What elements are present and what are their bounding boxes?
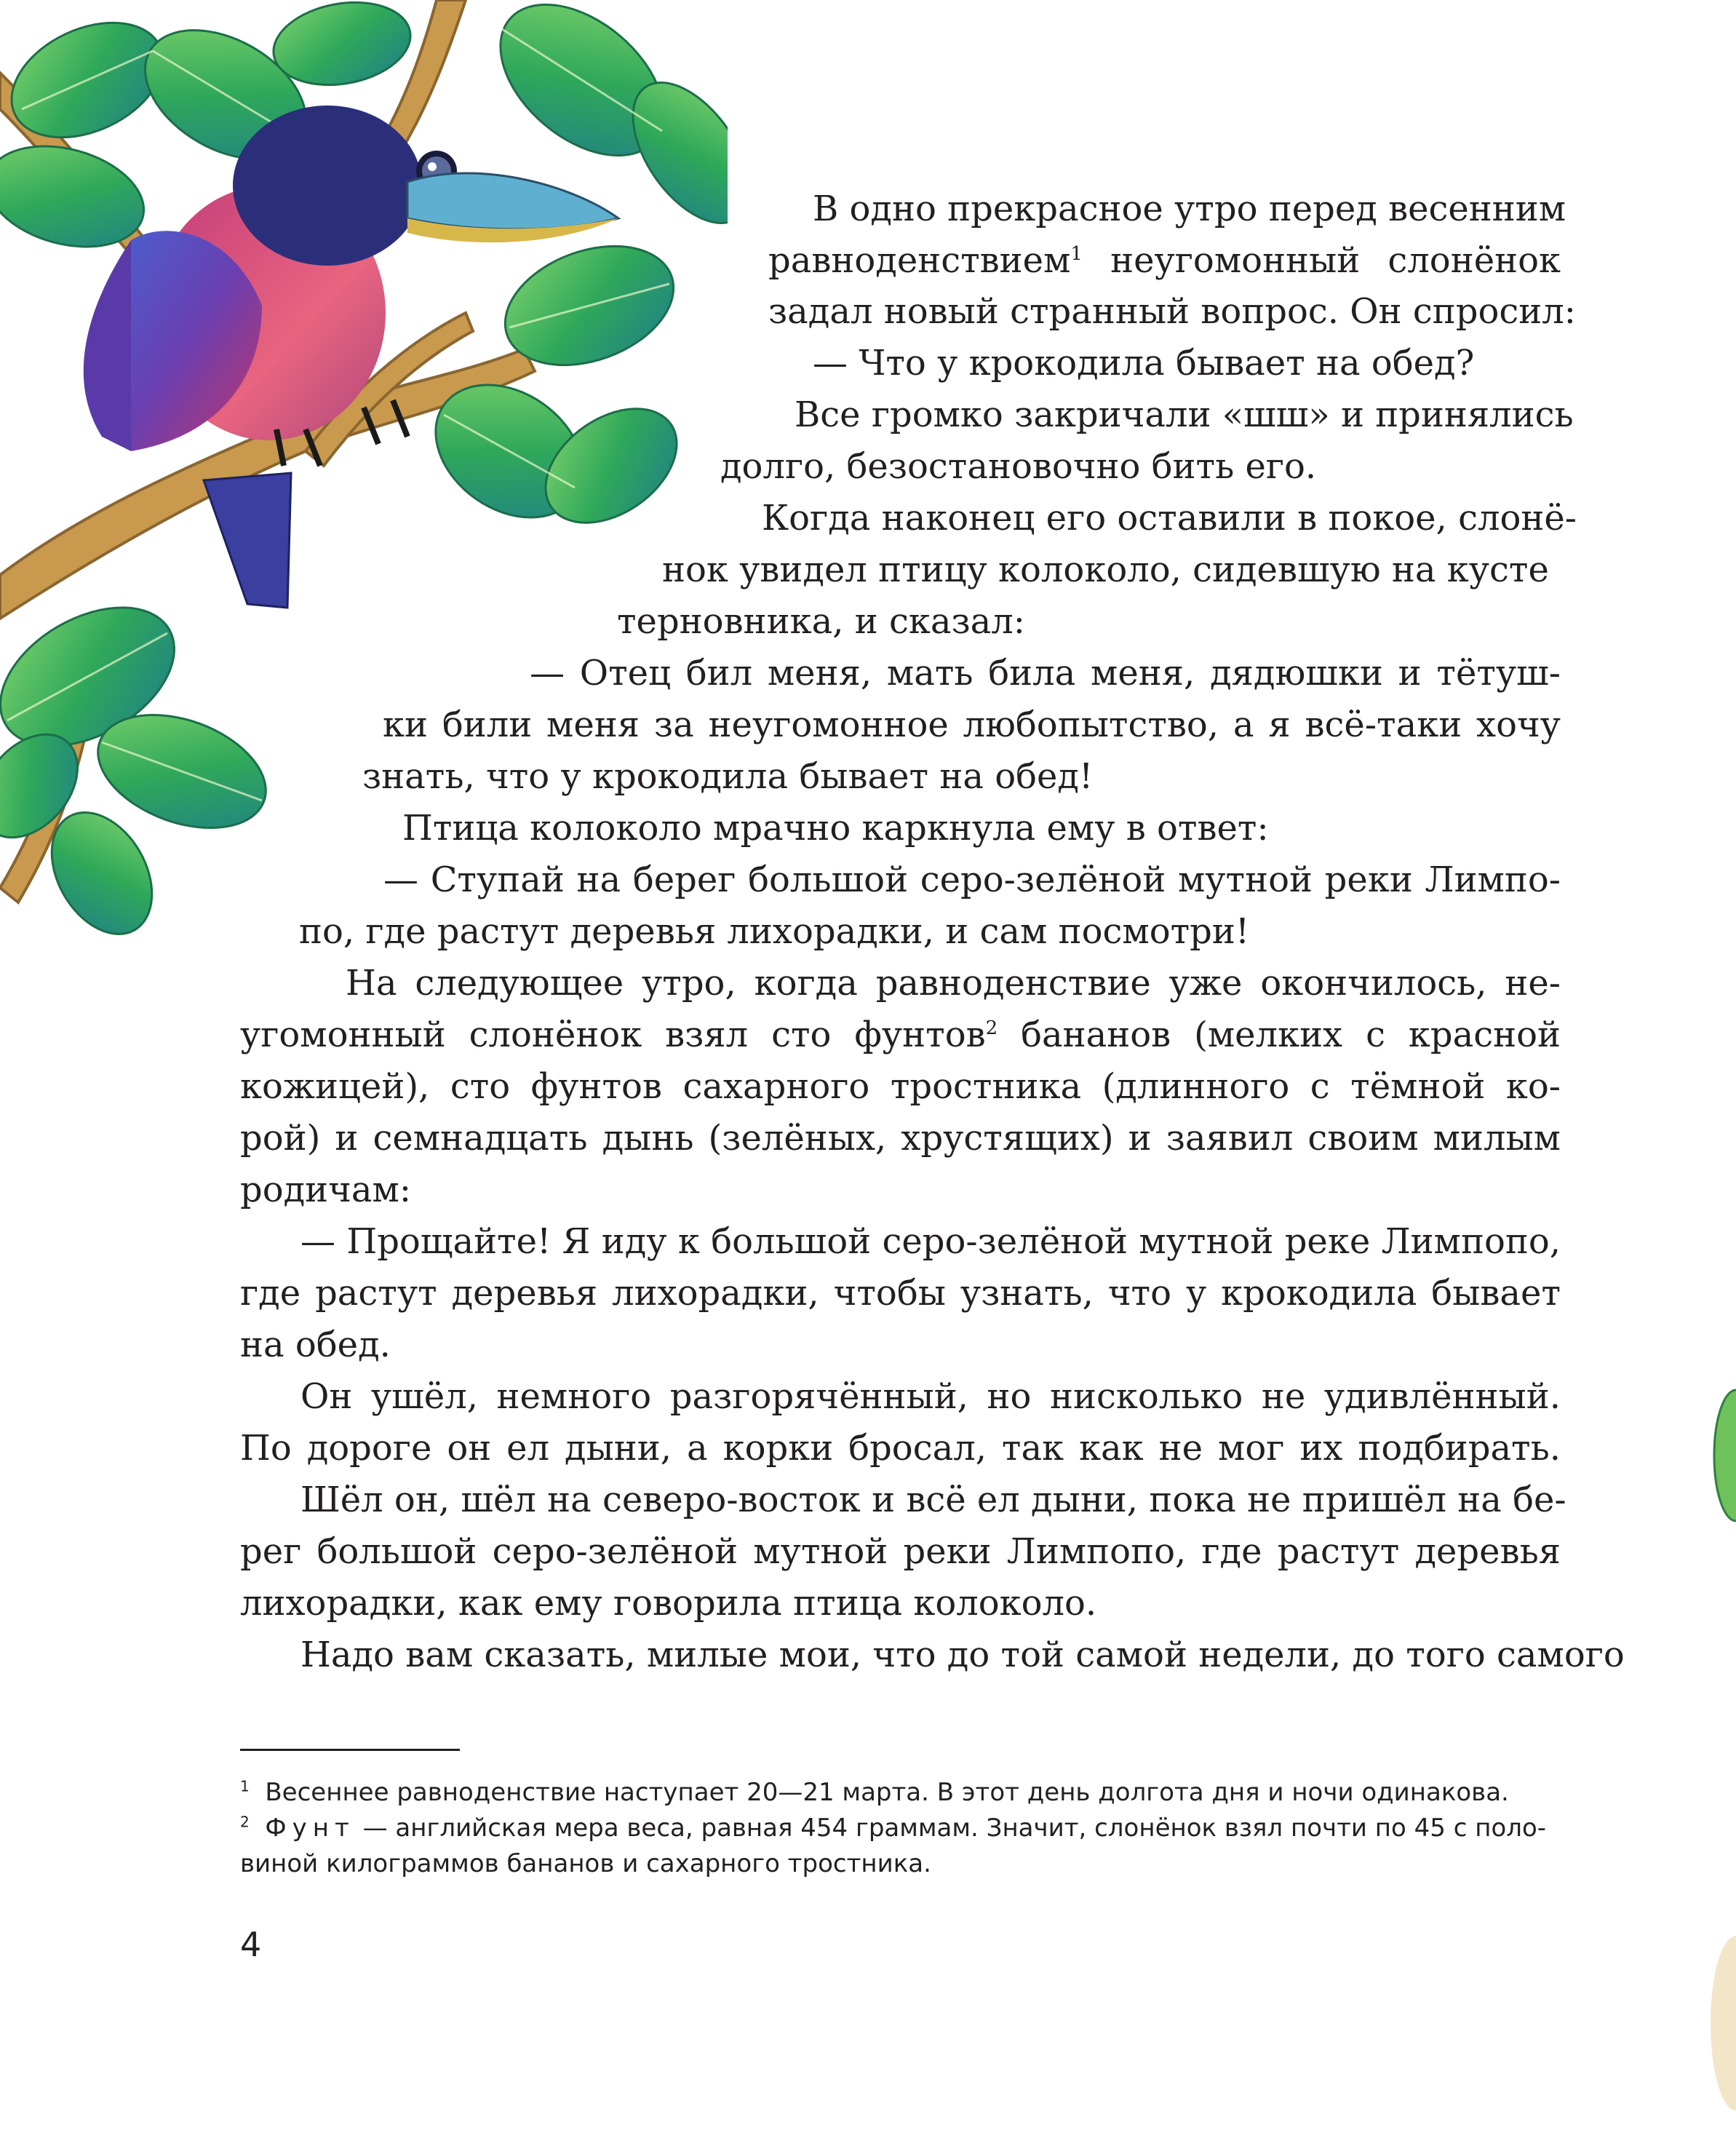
text-line: долго, безостановочно бить его.	[720, 446, 1317, 487]
text-line: задал новый странный вопрос. Он спросил:	[768, 291, 1576, 332]
text-line	[240, 1009, 1561, 1060]
text-line	[768, 235, 1561, 286]
text-fragment: равноденствием$^1$	[768, 240, 1083, 281]
footnote-mark: 1	[1070, 243, 1083, 265]
page-number: 4	[240, 1925, 262, 1964]
footnote-2-continued: виной килограммов бананов и сахарного тростника.	[240, 1849, 931, 1878]
footnote-1	[240, 1774, 1509, 1811]
footnote-term: Фунт	[265, 1814, 355, 1843]
text-line: — Отец бил меня, мать била меня, дядюшки и тётуш-	[530, 653, 1561, 694]
text-fragment: угомонный слонёнок взял сто фунтов$^2$	[240, 1014, 998, 1055]
text-line: — Прощайте! Я иду к большой серо-зелёной мутной реке Лимпопо,	[300, 1221, 1561, 1262]
text-line: рег большой серо-зелёной мутной реки Лимпопо, где растут деревья	[240, 1531, 1561, 1572]
footnote-2	[240, 1810, 1546, 1846]
text-line: Он ушёл, немного разгорячённый, но нисколько не удивлённый.	[300, 1376, 1561, 1417]
text-line: Шёл он, шёл на северо-восток и всё ел дыни, пока не пришёл на бе-	[300, 1479, 1566, 1520]
text-line: рой) и семнадцать дынь (зелёных, хрустящих) и заявил своим милым	[240, 1118, 1561, 1159]
text-line: Все громко закричали «шш» и принялись	[795, 394, 1574, 435]
footnote-mark: 2	[985, 1017, 998, 1039]
text-line: Когда наконец его оставили в покое, слонё-	[762, 498, 1577, 539]
text-line: родичам:	[240, 1169, 412, 1210]
footnote-text: Весеннее равноденствие наступает 20—21 марта. В этот день долгота дня и ночи одинакова.	[265, 1778, 1509, 1807]
text-line: знать, что у крокодила бывает на обед!	[362, 756, 1094, 797]
text-line: ки били меня за неугомонное любопытство, а я всё-таки хочу	[383, 704, 1561, 745]
text-line: На следующее утро, когда равноденствие уже окончилось, не-	[346, 963, 1561, 1004]
text-line: терновника, и сказал:	[617, 601, 1025, 642]
text-fragment: неугомонный слонёнок	[1110, 240, 1561, 281]
text-fragment: бананов (мелких с красной	[1021, 1014, 1561, 1055]
text-line: Надо вам сказать, милые мои, что до той самой недели, до того самого	[300, 1634, 1625, 1675]
text-line: — Что у крокодила бывает на обед?	[813, 343, 1475, 384]
text-line: на обед.	[240, 1324, 391, 1365]
footnote-number: 2	[240, 1813, 250, 1831]
text-line: где растут деревья лихорадки, чтобы узнать, что у крокодила бывает	[240, 1273, 1561, 1314]
text-line: По дороге он ел дыни, а корки бросал, так как не мог их подбирать.	[240, 1428, 1561, 1469]
text-line: лихорадки, как ему говорила птица колоколо.	[240, 1583, 1097, 1624]
text-line: по, где растут деревья лихорадки, и сам посмотри!	[299, 911, 1250, 952]
text-line: — Ступай на берег большой серо-зелёной мутной реки Лимпо-	[383, 859, 1561, 900]
text-line: Птица колоколо мрачно каркнула ему в ответ:	[402, 808, 1269, 849]
text-line: В одно прекрасное утро перед весенним	[813, 188, 1566, 229]
footnote-text: — английская мера веса, равная 454 граммам. Значит, слонёнок взял почти по 45 с поло-	[354, 1814, 1547, 1843]
text-line: кожицей), сто фунтов сахарного тростника (длинного с тёмной ко-	[240, 1066, 1561, 1107]
leaf-edge-illustration	[1692, 1383, 1736, 2147]
text-line: нок увидел птицу колоколо, сидевшую на кусте	[662, 549, 1549, 590]
footnote-divider	[240, 1749, 460, 1751]
footnote-number: 1	[240, 1777, 250, 1795]
